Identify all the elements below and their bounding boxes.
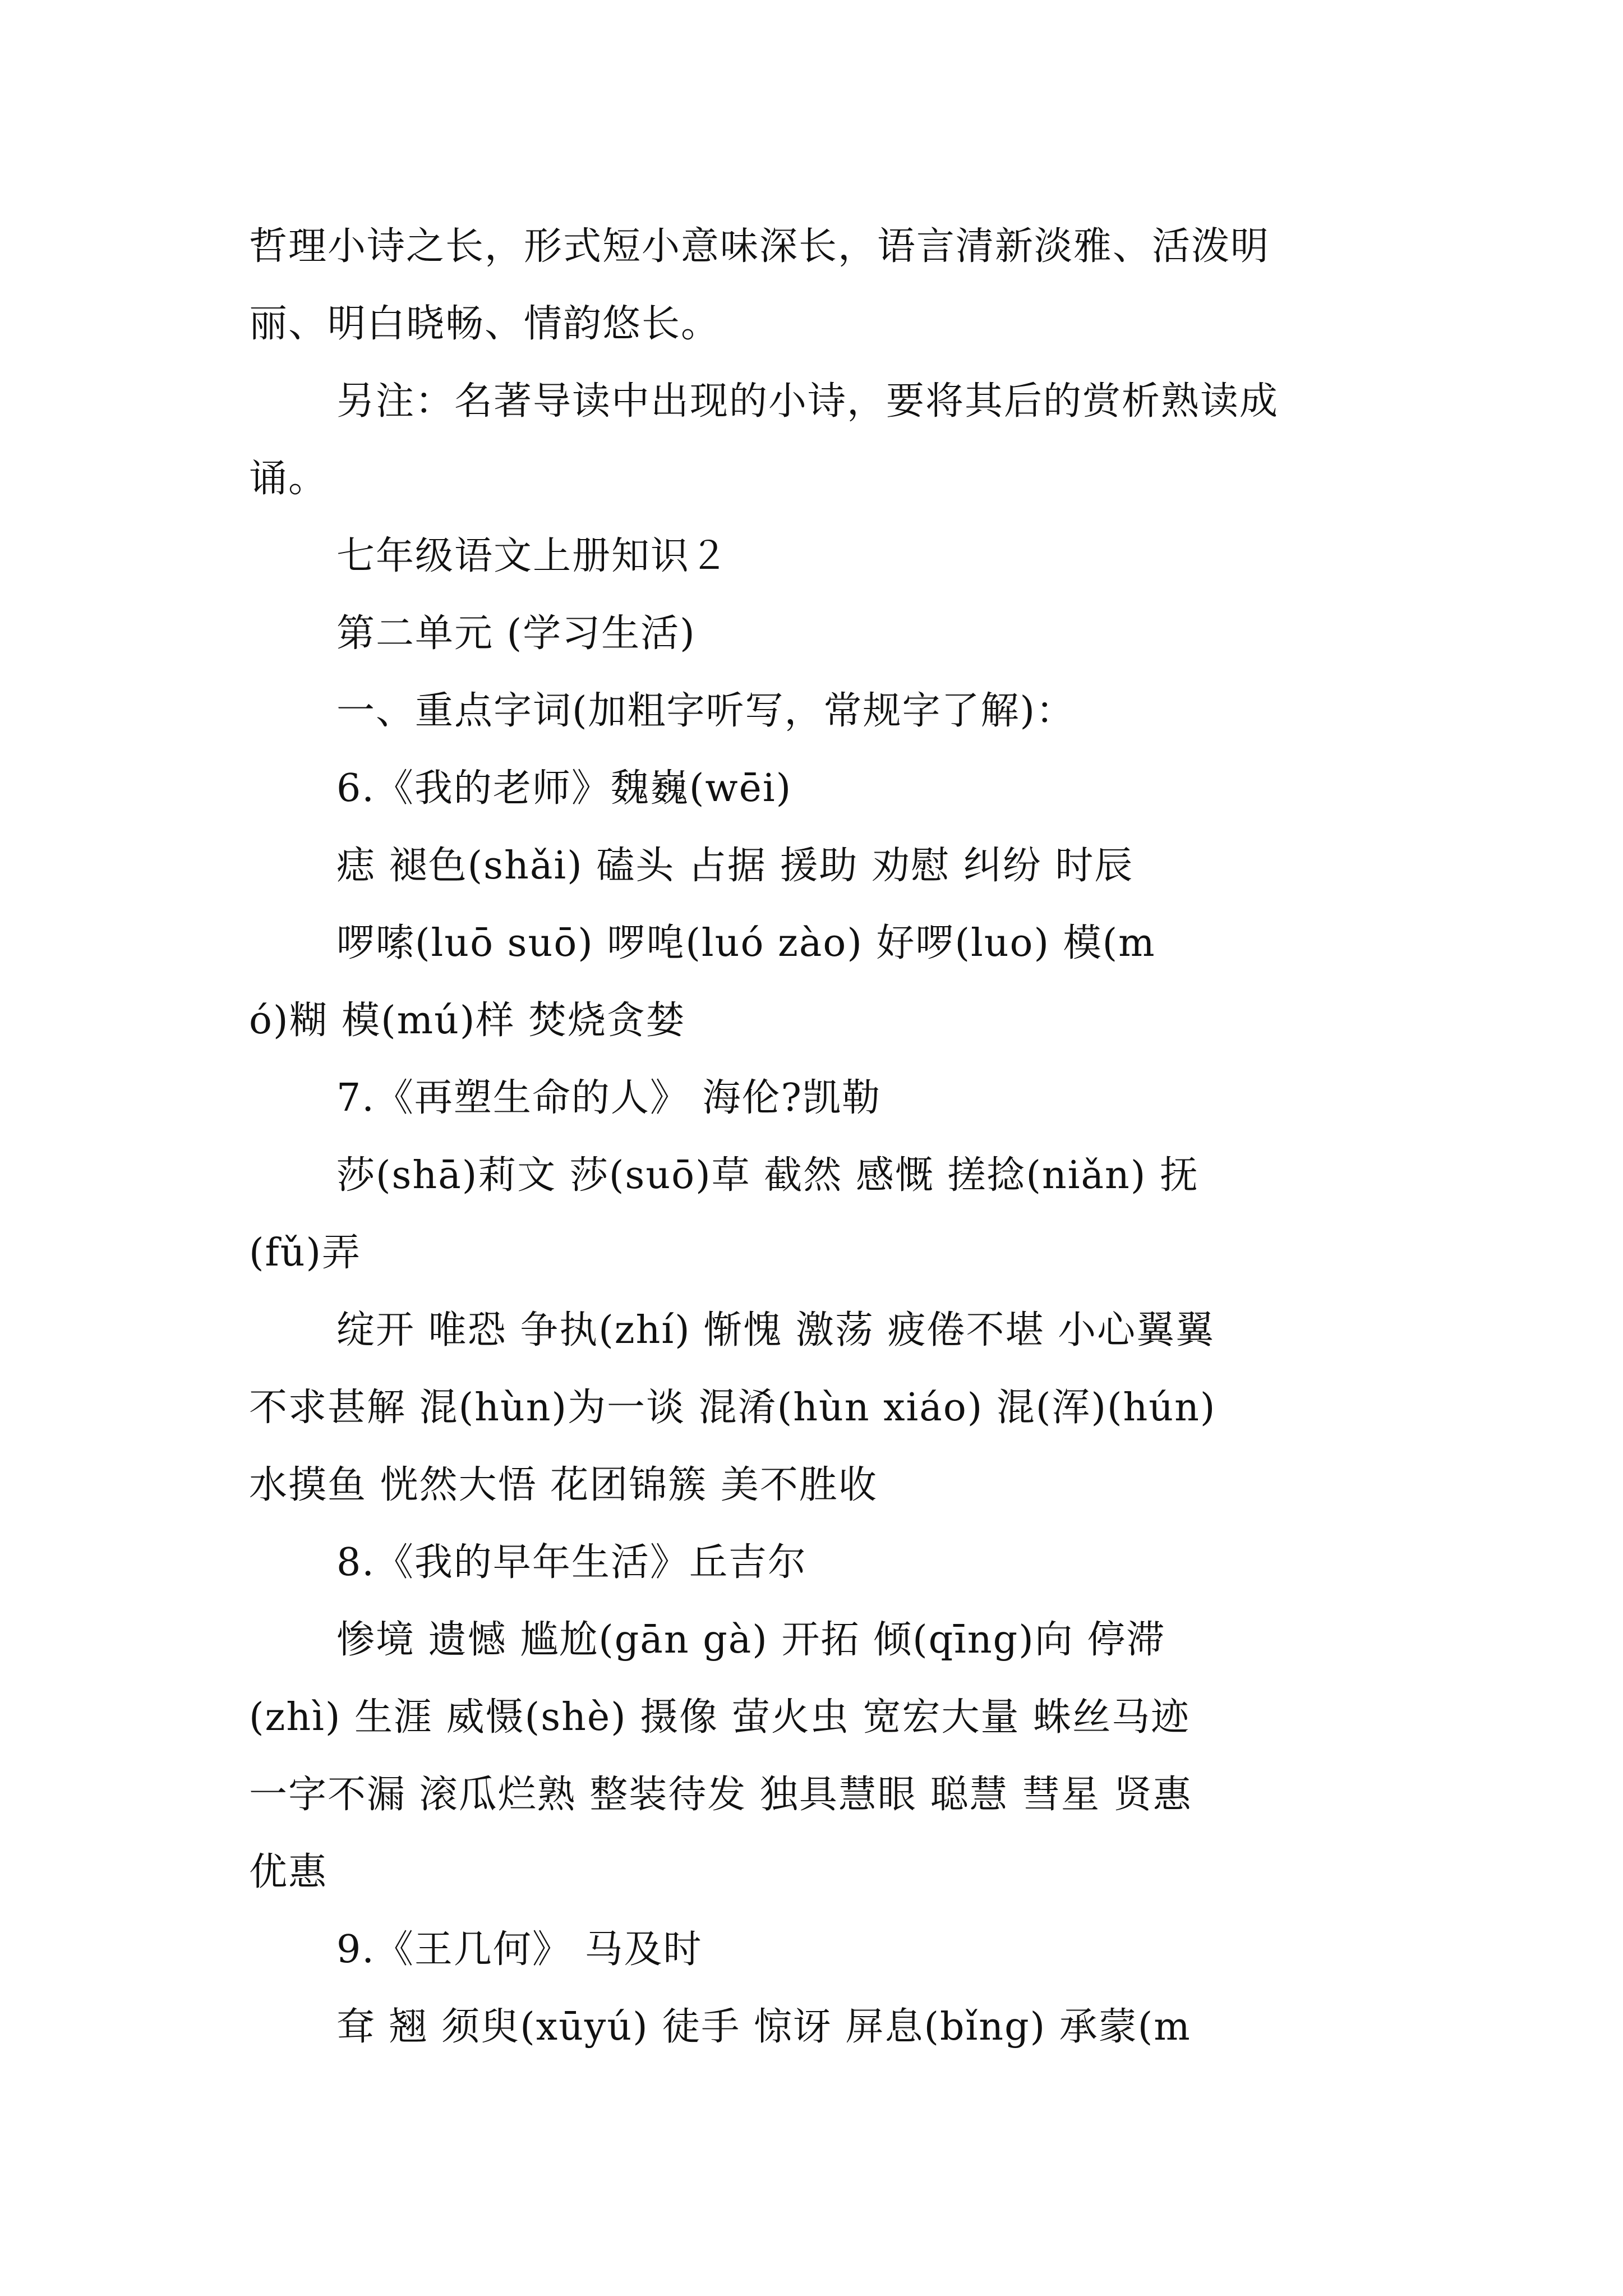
text-line: 哲理小诗之长，形式短小意味深长，语言清新淡雅、活泼明 bbox=[249, 224, 1270, 269]
text-line: 第二单元 (学习生活) bbox=[336, 611, 696, 656]
text-line: 7.《再塑生命的人》 海伦?凯勒 bbox=[336, 1076, 881, 1120]
text-line: 惨境 遗憾 尴尬(gān gà) 开拓 倾(qīng)向 停滞 bbox=[336, 1618, 1166, 1662]
text-line: (zhì) 生涯 威慑(shè) 摄像 萤火虫 宽宏大量 蛛丝马迹 bbox=[249, 1695, 1191, 1740]
text-line: 9.《王几何》 马及时 bbox=[336, 1927, 703, 1972]
text-line: 6.《我的老师》魏巍(wēi) bbox=[336, 766, 792, 811]
text-line: 丽、明白晓畅、情韵悠长。 bbox=[249, 302, 721, 346]
text-line: (fǔ)弄 bbox=[249, 1231, 362, 1275]
text-line: 耷 翘 须臾(xūyú) 徒手 惊讶 屏息(bǐng) 承蒙(m bbox=[336, 2005, 1191, 2049]
text-line: 优惠 bbox=[249, 1850, 328, 1894]
text-line: 8.《我的早年生活》丘吉尔 bbox=[336, 1540, 807, 1585]
text-line: 七年级语文上册知识２ bbox=[336, 534, 730, 578]
text-line: 另注：名著导读中出现的小诗，要将其后的赏析熟读成 bbox=[336, 379, 1279, 424]
text-line: 水摸鱼 恍然大悟 花团锦簇 美不胜收 bbox=[249, 1463, 878, 1507]
text-line: ó)糊 模(mú)样 焚烧贪婪 bbox=[249, 999, 686, 1043]
text-line: 不求甚解 混(hùn)为一谈 混淆(hùn xiáo) 混(浑)(hún) bbox=[249, 1386, 1216, 1430]
text-line: 一、重点字词(加粗字听写，常规字了解)： bbox=[336, 689, 1076, 733]
text-line: 莎(shā)莉文 莎(suō)草 截然 感慨 搓捻(niǎn) 抚 bbox=[336, 1153, 1199, 1198]
text-line: 痣 褪色(shǎi) 磕头 占据 援助 劝慰 纠纷 时辰 bbox=[336, 844, 1134, 888]
text-line: 绽开 唯恐 争执(zhí) 惭愧 激荡 疲倦不堪 小心翼翼 bbox=[336, 1308, 1215, 1352]
text-line: 诵。 bbox=[249, 457, 328, 501]
text-line: 啰嗦(luō suō) 啰唣(luó zào) 好啰(luo) 模(m bbox=[336, 921, 1156, 965]
text-line: 一字不漏 滚瓜烂熟 整装待发 独具慧眼 聪慧 彗星 贤惠 bbox=[249, 1773, 1192, 1817]
